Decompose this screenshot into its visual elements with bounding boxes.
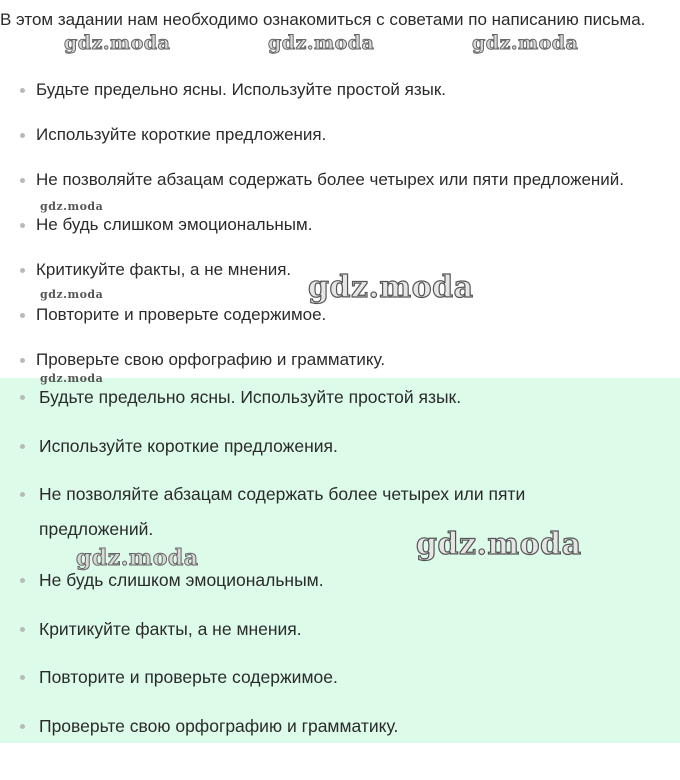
bullet-icon xyxy=(20,492,25,497)
list-item-text: Проверьте свою орфографию и грамматику. xyxy=(36,350,386,369)
bullet-icon xyxy=(20,724,25,729)
watermark: gdz.moda xyxy=(40,288,104,301)
watermark: gdz.moda xyxy=(64,32,171,54)
list-item-text: Будьте предельно ясны. Используйте простой язык. xyxy=(36,80,447,99)
bullet-icon xyxy=(20,268,25,273)
bullet-icon xyxy=(20,444,25,449)
bullet-icon xyxy=(20,395,25,400)
intro-text: В этом задании нам необходимо ознакомиться с советами по написанию письма. xyxy=(0,10,646,29)
list-item-text: Не позволяйте абзацам содержать более четырех или пяти предложений. xyxy=(36,170,625,189)
watermark: gdz.moda xyxy=(416,527,582,562)
watermark: gdz.moda xyxy=(268,32,375,54)
list-item-text: Критикуйте факты, а не мнения. xyxy=(36,260,292,279)
bullet-icon xyxy=(20,223,25,228)
list-item-text: Будьте предельно ясны. Используйте простой язык. xyxy=(39,387,462,407)
bullet-icon xyxy=(20,627,25,632)
watermark: gdz.moda xyxy=(472,32,579,54)
list-item-text: Проверьте свою орфографию и грамматику. xyxy=(39,716,399,736)
bullet-icon xyxy=(20,178,25,183)
list-item-text: Повторите и проверьте содержимое. xyxy=(36,305,327,324)
bullet-icon xyxy=(20,133,25,138)
list-item-text: Критикуйте факты, а не мнения. xyxy=(39,619,302,639)
bullet-icon xyxy=(20,578,25,583)
watermark: gdz.moda xyxy=(40,200,104,213)
bullet-icon xyxy=(20,358,25,363)
bullet-icon xyxy=(20,675,25,680)
list-item-text: Повторите и проверьте содержимое. xyxy=(39,667,338,687)
watermark: gdz.moda xyxy=(40,372,104,385)
bullet-icon xyxy=(20,313,25,318)
list-item-text: Используйте короткие предложения. xyxy=(39,436,338,456)
highlight-panel xyxy=(0,378,680,743)
list-item-text: Не будь слишком эмоциональным. xyxy=(39,570,324,590)
bullet-icon xyxy=(20,88,25,93)
list-item-text: Не позволяйте абзацам содержать более четырех или пяти предложений. xyxy=(39,484,526,539)
watermark: gdz.moda xyxy=(76,545,199,571)
watermark: gdz.moda xyxy=(308,270,474,305)
list-item-text: Не будь слишком эмоциональным. xyxy=(36,215,313,234)
list-item-text: Используйте короткие предложения. xyxy=(36,125,327,144)
